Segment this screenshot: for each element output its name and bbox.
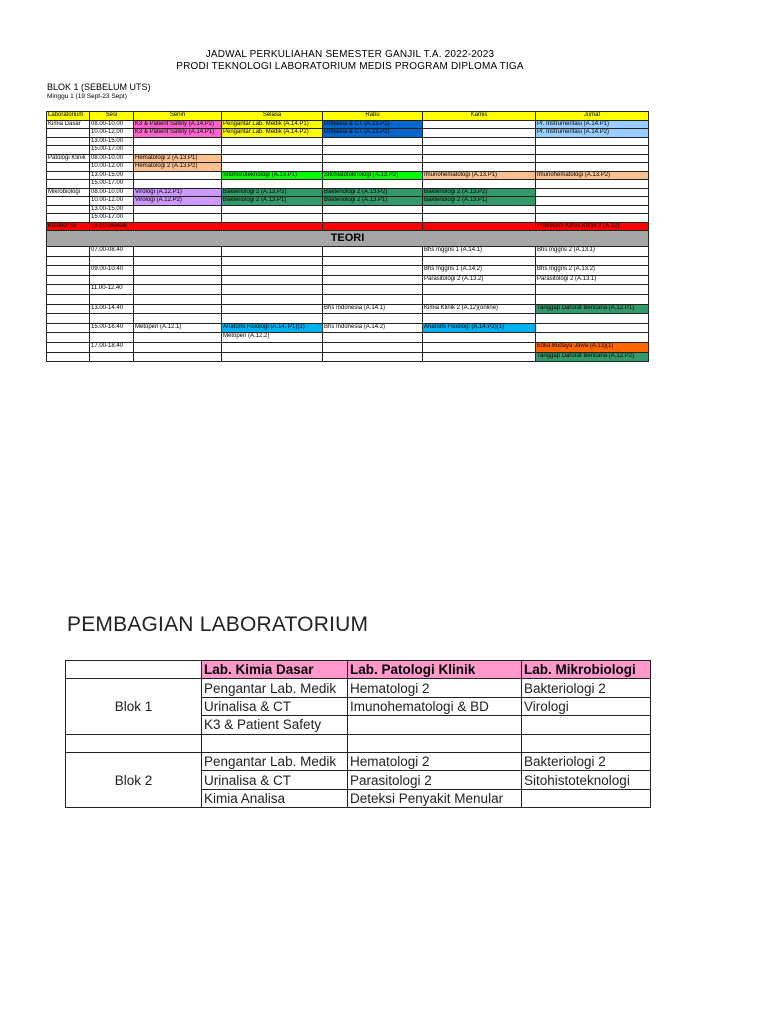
class-cell: Bakteriologi 2 (A.13.P1)	[222, 197, 323, 206]
class-cell: K3 & Patient Safety (A.14.P2)	[134, 120, 222, 129]
course-cell	[348, 716, 522, 734]
course-cell: Kimia Analisa	[202, 789, 348, 807]
blok-label: BLOK 1 (SEBELUM UTS)	[47, 82, 151, 92]
class-cell: Sitohistoteknologi (A.13.P2)	[323, 171, 423, 180]
class-cell: Virologi (A.12.P1)	[134, 188, 222, 197]
class-cell	[222, 180, 323, 189]
class-cell: Virologi (A.12.P2)	[134, 197, 222, 206]
class-cell	[134, 294, 222, 304]
class-cell	[423, 314, 536, 324]
empty-cell	[47, 266, 90, 276]
class-cell: Hematologi 2 (A.13.P2)	[134, 163, 222, 172]
course-cell: Parasitologi 2	[348, 771, 522, 789]
class-cell	[323, 180, 423, 189]
class-cell	[323, 154, 423, 163]
class-cell	[423, 333, 536, 343]
header-cell: Lab. Patologi Klinik	[348, 661, 522, 679]
sesi-cell: 15.00-17.00	[90, 146, 134, 155]
table-row	[47, 294, 649, 304]
table-row	[47, 188, 649, 197]
teori-label: TEORI	[47, 231, 649, 247]
sesi-cell: 10.00-12.00	[90, 129, 134, 138]
lab-name-cell: Kimia Dasar	[47, 120, 90, 129]
teori-row	[47, 231, 649, 247]
class-cell	[134, 222, 222, 231]
course-cell: Bakteriologi 2	[522, 679, 651, 697]
class-cell	[323, 285, 423, 295]
class-cell: Hematologi 2 (A.13.P1)	[134, 154, 222, 163]
lab-name-cell	[47, 129, 90, 138]
class-cell	[323, 214, 423, 223]
class-cell	[423, 137, 536, 146]
class-cell	[323, 294, 423, 304]
lab-name-cell	[47, 163, 90, 172]
class-cell: Bakteriologi 2 (A.13.P2)	[222, 188, 323, 197]
class-cell: Bakteriologi 2 (A.13.P1)	[323, 197, 423, 206]
header-cell: Lab. Kimia Dasar	[202, 661, 348, 679]
sesi-cell: 10.00-12.00	[90, 163, 134, 172]
class-cell	[423, 163, 536, 172]
class-cell	[536, 180, 649, 189]
empty-cell	[47, 352, 90, 362]
class-cell: Bakteriologi 2 (A.13.P2)	[423, 188, 536, 197]
sesi-cell: 15.00-16.40	[90, 323, 134, 333]
sesi-cell	[90, 333, 134, 343]
class-cell: Imunohematologi (A.13.P1)	[423, 171, 536, 180]
empty-cell	[47, 333, 90, 343]
lab-name-cell	[47, 205, 90, 214]
class-cell	[222, 266, 323, 276]
table-row	[47, 214, 649, 223]
course-cell: Imunohematologi & BD	[348, 697, 522, 715]
class-cell: Etika Budaya Jawa (A.13)(1)	[536, 342, 649, 352]
class-cell	[134, 314, 222, 324]
class-cell	[134, 205, 222, 214]
sesi-cell: 13.00-15.00	[90, 137, 134, 146]
sesi-cell: 08.00-10.00	[90, 154, 134, 163]
pembagian-heading: PEMBAGIAN LABORATORIUM	[67, 613, 369, 636]
class-cell	[222, 285, 323, 295]
class-cell	[222, 247, 323, 257]
class-cell	[222, 294, 323, 304]
sesi-cell: 08.00-10.00	[90, 188, 134, 197]
empty-cell	[47, 256, 90, 266]
class-cell: Pr. Instrumentasi (A.14.P1)	[536, 120, 649, 129]
class-cell	[323, 266, 423, 276]
course-cell: Hematologi 2	[348, 752, 522, 770]
table-row	[47, 205, 649, 214]
class-cell: Bhs Indonesia (A.14.1)	[323, 304, 423, 314]
class-cell	[134, 247, 222, 257]
pembagian-header-row	[66, 661, 651, 679]
class-cell	[222, 137, 323, 146]
class-cell: Pr. Instrumentasi (A.14.P2)	[536, 129, 649, 138]
class-cell	[323, 205, 423, 214]
sesi-cell: 17.00-18.40	[90, 342, 134, 352]
class-cell: Bhs Inggris 2 (A.13.2)	[536, 266, 649, 276]
class-cell: Metopen (A.12.2)	[222, 333, 323, 343]
lab-name-cell	[47, 214, 90, 223]
sesi-cell: 15.00-17.00	[90, 180, 134, 189]
table-row	[47, 333, 649, 343]
class-cell: Pengantar Lab. Medik (A.14.P1)	[222, 120, 323, 129]
class-cell	[222, 256, 323, 266]
class-cell	[536, 285, 649, 295]
class-cell	[423, 285, 536, 295]
class-cell	[323, 352, 423, 362]
blok-1-label: Blok 1	[66, 679, 202, 734]
class-cell	[134, 333, 222, 343]
blok-2-label: Blok 2	[66, 752, 202, 807]
class-cell	[536, 205, 649, 214]
header-cell: Jumat	[536, 112, 649, 121]
empty-cell	[47, 285, 90, 295]
class-cell	[423, 342, 536, 352]
class-cell: Praktikum Kimia Klinik 3 (A.12)	[536, 222, 649, 231]
empty-cell	[47, 247, 90, 257]
class-cell	[323, 247, 423, 257]
sesi-cell: 15.00-17.00	[90, 214, 134, 223]
lab-name-cell	[47, 197, 90, 206]
sesi-cell: 07.00-08.40	[90, 247, 134, 257]
table-row	[47, 171, 649, 180]
class-cell: Pengantar Lab. Medik (A.14.P2)	[222, 129, 323, 138]
class-cell	[222, 146, 323, 155]
class-cell: Bhs Inggris 1 (A.14.1)	[423, 247, 536, 257]
class-cell	[423, 222, 536, 231]
class-cell	[323, 256, 423, 266]
class-cell	[423, 214, 536, 223]
schedule-header-row	[47, 112, 649, 121]
class-cell	[323, 163, 423, 172]
class-cell	[222, 205, 323, 214]
sesi-cell: 13.00-15.00	[90, 205, 134, 214]
course-cell	[522, 789, 651, 807]
class-cell: Tanggap Darurat Bencana (A.12.P1)	[536, 304, 649, 314]
course-cell: Sitohistoteknologi	[522, 771, 651, 789]
header-cell: Senin	[134, 112, 222, 121]
table-row	[47, 197, 649, 206]
empty-cell	[47, 275, 90, 285]
class-cell	[134, 180, 222, 189]
sesi-cell: 08.00-selesai	[90, 222, 134, 231]
class-cell	[423, 256, 536, 266]
header-cell: Laboratorium	[47, 112, 90, 121]
table-row	[66, 752, 651, 770]
class-cell	[323, 146, 423, 155]
title-line-2: PRODI TEKNOLOGI LABORATORIUM MEDIS PROGRAM DIPLOMA TIGA	[176, 61, 524, 72]
table-row	[47, 314, 649, 324]
class-cell	[134, 304, 222, 314]
class-cell	[323, 333, 423, 343]
class-cell	[222, 342, 323, 352]
class-cell	[134, 352, 222, 362]
course-cell: Urinalisa & CT	[202, 697, 348, 715]
class-cell	[423, 129, 536, 138]
class-cell	[536, 214, 649, 223]
course-cell: Pengantar Lab. Medik	[202, 679, 348, 697]
class-cell	[423, 294, 536, 304]
class-cell	[134, 146, 222, 155]
class-cell: Anatomi Fisiologi (A.14.P2)(1)	[423, 323, 536, 333]
class-cell	[222, 222, 323, 231]
empty-cell	[47, 294, 90, 304]
class-cell: Metopen (A.12.1)	[134, 323, 222, 333]
empty-cell	[202, 734, 348, 752]
class-cell	[423, 154, 536, 163]
course-cell: Urinalisa & CT	[202, 771, 348, 789]
class-cell	[134, 137, 222, 146]
empty-cell	[522, 734, 651, 752]
class-cell	[134, 266, 222, 276]
table-row	[47, 256, 649, 266]
empty-cell	[47, 323, 90, 333]
class-cell	[423, 352, 536, 362]
table-row	[66, 679, 651, 697]
table-row	[47, 247, 649, 257]
class-cell: Bhs Inggris 1 (A.14.2)	[423, 266, 536, 276]
class-cell	[536, 188, 649, 197]
class-cell: Kimia Klinik 2 (A.12)(online)	[423, 304, 536, 314]
class-cell	[222, 352, 323, 362]
class-cell	[423, 180, 536, 189]
class-cell	[323, 222, 423, 231]
table-row	[47, 163, 649, 172]
table-row	[47, 120, 649, 129]
class-cell	[536, 333, 649, 343]
table-row	[47, 275, 649, 285]
header-cell: Kamis	[423, 112, 536, 121]
table-row	[47, 129, 649, 138]
class-cell	[423, 146, 536, 155]
class-cell: Urinalisa & CT (A.13.P2)	[323, 129, 423, 138]
course-cell: Bakteriologi 2	[522, 752, 651, 770]
schedule-table	[46, 111, 649, 362]
class-cell	[134, 342, 222, 352]
class-cell	[134, 214, 222, 223]
week-label: Minggu 1 (19 Sept-23 Sept)	[47, 93, 127, 100]
class-cell: Bakteriologi 2 (A.13.P2)	[323, 188, 423, 197]
lab-name-cell	[47, 171, 90, 180]
class-cell: Parasitologi 2 (A.13.1)	[536, 275, 649, 285]
empty-cell	[66, 734, 202, 752]
class-cell: Urinalisa & CT (A.13.P1)	[323, 120, 423, 129]
class-cell: Bakteriologi 2 (A.13.P1)	[423, 197, 536, 206]
lab-name-cell	[47, 146, 90, 155]
class-cell: Bhs Inggris 2 (A.13.1)	[536, 247, 649, 257]
sesi-cell: 13.00-15.00	[90, 171, 134, 180]
course-cell: Hematologi 2	[348, 679, 522, 697]
header-cell: Rabu	[323, 112, 423, 121]
table-row	[47, 352, 649, 362]
class-cell	[536, 294, 649, 304]
sesi-cell: 09.00-10.40	[90, 266, 134, 276]
class-cell	[323, 137, 423, 146]
lab-name-cell	[47, 180, 90, 189]
class-cell: Sitohistoteknologi (A.13.P1)	[222, 171, 323, 180]
class-cell	[536, 137, 649, 146]
empty-cell	[47, 314, 90, 324]
class-cell	[134, 285, 222, 295]
course-cell: K3 & Patient Safety	[202, 716, 348, 734]
sesi-cell: 13.00-14.40	[90, 304, 134, 314]
class-cell	[222, 275, 323, 285]
class-cell	[222, 304, 323, 314]
table-row	[47, 266, 649, 276]
class-cell: Imunohematologi (A.13.P2)	[536, 171, 649, 180]
table-row-kolaborasi	[47, 222, 649, 231]
class-cell	[222, 163, 323, 172]
header-cell: Lab. Mikrobiologi	[522, 661, 651, 679]
pembagian-table	[65, 660, 651, 808]
class-cell	[323, 314, 423, 324]
sesi-cell: 10.00-12.00	[90, 197, 134, 206]
class-cell	[536, 197, 649, 206]
course-cell: Pengantar Lab. Medik	[202, 752, 348, 770]
class-cell: Anatomi Fisiologi (A.14. P1)(1)	[222, 323, 323, 333]
sesi-cell	[90, 352, 134, 362]
class-cell	[222, 314, 323, 324]
sesi-cell	[90, 275, 134, 285]
class-cell	[536, 323, 649, 333]
header-cell: Sesi	[90, 112, 134, 121]
lab-name-cell: Mikrobiologi	[47, 188, 90, 197]
course-cell: Deteksi Penyakit Menular	[348, 789, 522, 807]
class-cell: Parasitologi 2 (A.13.2)	[423, 275, 536, 285]
lab-name-cell: Patologi Klinik	[47, 154, 90, 163]
table-row	[47, 154, 649, 163]
empty-cell	[47, 304, 90, 314]
table-row	[47, 137, 649, 146]
class-cell	[134, 256, 222, 266]
class-cell	[536, 163, 649, 172]
class-cell: K3 & Patient Safety (A.14.P1)	[134, 129, 222, 138]
course-cell	[522, 716, 651, 734]
sesi-cell	[90, 314, 134, 324]
lab-name-cell: Kolaborasi	[47, 222, 90, 231]
header-cell: Selasa	[222, 112, 323, 121]
class-cell	[423, 120, 536, 129]
class-cell	[536, 146, 649, 155]
course-cell: Virologi	[522, 697, 651, 715]
class-cell: Bhs Indonesia (A.14.2)	[323, 323, 423, 333]
class-cell: Tanggap Darurat Bencana (A.12.P2)	[536, 352, 649, 362]
sesi-cell	[90, 294, 134, 304]
table-row	[47, 342, 649, 352]
empty-cell	[47, 342, 90, 352]
table-row	[47, 146, 649, 155]
class-cell	[323, 275, 423, 285]
class-cell	[222, 154, 323, 163]
class-cell	[323, 342, 423, 352]
table-row	[47, 323, 649, 333]
sesi-cell: 08.00-10.00	[90, 120, 134, 129]
class-cell	[134, 171, 222, 180]
header-cell	[66, 661, 202, 679]
title-line-1: JADWAL PERKULIAHAN SEMESTER GANJIL T.A. 2022-2023	[205, 49, 495, 60]
class-cell	[536, 154, 649, 163]
spacer-row	[66, 734, 651, 752]
sesi-cell: 11.00-12.40	[90, 285, 134, 295]
table-row	[47, 304, 649, 314]
lab-name-cell	[47, 137, 90, 146]
class-cell	[222, 214, 323, 223]
table-row	[47, 180, 649, 189]
class-cell	[536, 314, 649, 324]
sesi-cell	[90, 256, 134, 266]
empty-cell	[348, 734, 522, 752]
class-cell	[134, 275, 222, 285]
table-row	[47, 285, 649, 295]
class-cell	[536, 256, 649, 266]
class-cell	[423, 205, 536, 214]
